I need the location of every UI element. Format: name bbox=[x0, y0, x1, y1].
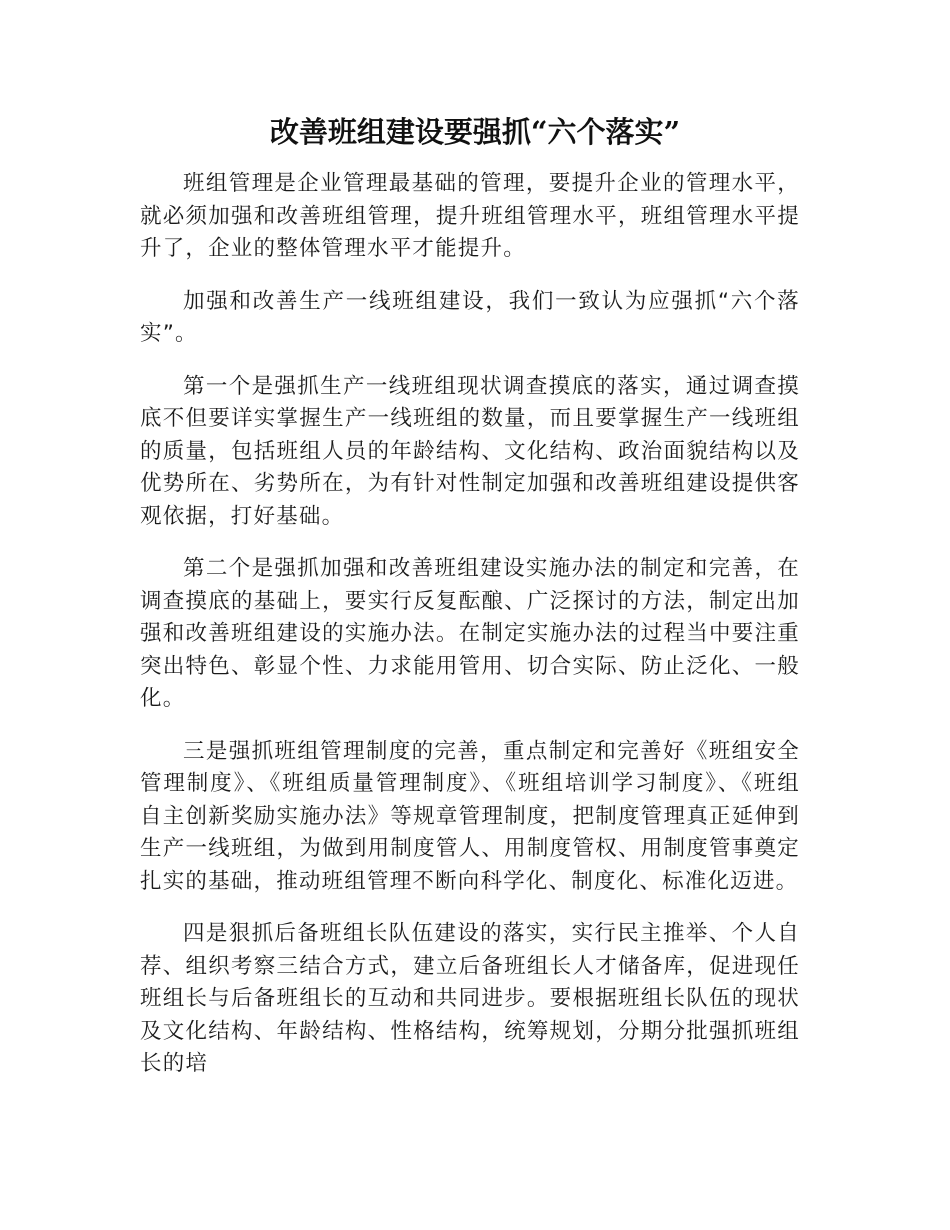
paragraph-6: 四是狠抓后备班组长队伍建设的落实，实行民主推举、个人自荐、组织考察三结合方式，建立后备班组长人才储备库，促进现任班组长与后备班组长的互动和共同进步。要根据班组长队伍的现状及文化结构、年龄结构、性格结构，统筹规划，分期分批强抓班组长的培 bbox=[140, 921, 800, 1076]
paragraph-5: 三是强抓班组管理制度的完善，重点制定和完善好《班组安全管理制度》、《班组质量管理制度》、《班组培训学习制度》、《班组自主创新奖励实施办法》等规章管理制度，把制度管理真正延伸到生产一线班组，为做到用制度管人、用制度管权、用制度管事奠定扎实的基础，推动班组管理不断向科学化、制度化、标准化迈进。 bbox=[140, 738, 800, 894]
paragraph-1: 班组管理是企业管理最基础的管理，要提升企业的管理水平，就必须加强和改善班组管理，提升班组管理水平，班组管理水平提升了，企业的整体管理水平才能提升。 bbox=[140, 171, 800, 261]
document-title: 改善班组建设要强抓“六个落实” bbox=[269, 115, 681, 149]
paragraph-2: 加强和改善生产一线班组建设，我们一致认为应强抓“六个落实”。 bbox=[140, 288, 800, 346]
paragraph-3: 第一个是强抓生产一线班组现状调查摸底的落实，通过调查摸底不但要详实掌握生产一线班组的数量，而且要掌握生产一线班组的质量，包括班组人员的年龄结构、文化结构、政治面貌结构以及优势所在、劣势所在，为有针对性制定加强和改善班组建设提供客观依据，打好基础。 bbox=[140, 373, 800, 529]
document-body bbox=[140, 168, 800, 1081]
paragraph-4: 第二个是强抓加强和改善班组建设实施办法的制定和完善，在调查摸底的基础上，要实行反复酝酿、广泛探讨的方法，制定出加强和改善班组建设的实施办法。在制定实施办法的过程当中要注重突出特色、彰显个性、力求能用管用、切合实际、防止泛化、一般化。 bbox=[140, 556, 800, 711]
